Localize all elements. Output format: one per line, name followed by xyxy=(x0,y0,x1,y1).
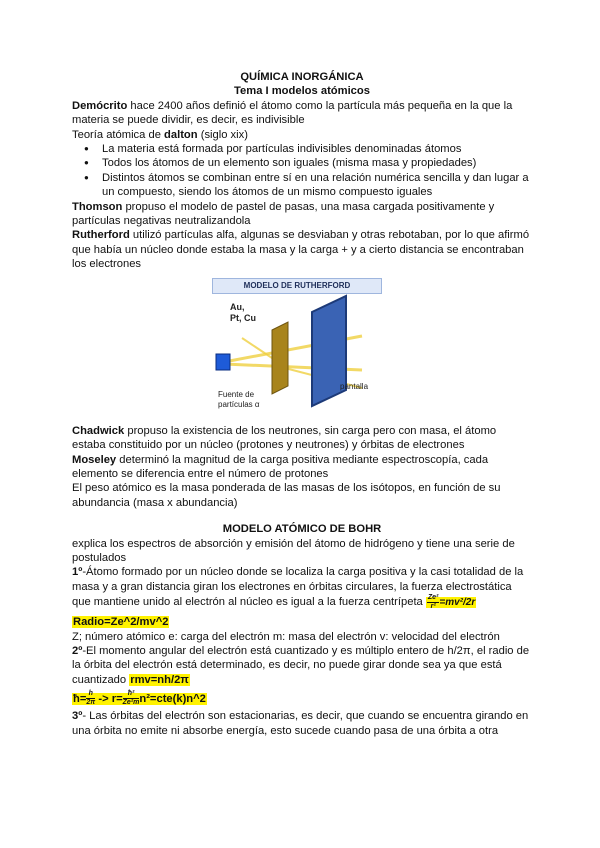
rutherford-paragraph: Rutherford utilizó partículas alfa, algunas se desviaban y otras rebotaban, por lo que afirmó que había un núcleo donde estaba la masa y la carga + y a cierto distancia se encontraban los electrones xyxy=(72,229,530,271)
democrito-name: Demócrito xyxy=(72,99,128,112)
page-subtitle: Tema I modelos atómicos xyxy=(234,85,370,98)
dalton-intro: Teoría atómica de dalton (siglo xix) xyxy=(72,128,248,141)
figure-title: MODELO DE RUTHERFORD xyxy=(212,278,382,294)
source-label: Fuente de partículas α xyxy=(218,389,260,409)
page-title: QUÍMICA INORGÁNICA xyxy=(240,71,364,83)
democrito-paragraph: Demócrito hace 2400 años definió el átomo como la partícula más pequeña en la que la materia se puede dividir, es decir, es indivisible xyxy=(72,99,513,127)
thomson-paragraph: Thomson propuso el modelo de pastel de pasas, una masa cargada positivamente y partículas negativas neutralizandola xyxy=(72,200,495,228)
hbar-formula: ħ= $\frac{h}{2\pi}$ -> r= $\frac{\text{ħ²}}{\text{Ze²m}}$ n²=cte(k)n^2 xyxy=(73,690,206,707)
bohr-intro: explica los espectros de absorción y emisión del átomo de hidrógeno y tiene una serie de postulados xyxy=(72,537,515,564)
dalton-list xyxy=(72,142,532,200)
postulate-3: 3º- Las órbitas del electrón son estacionarias, es decir, que cuando se encuentra girando en una órbita no emite ni absorbe energía, esto sucede cuando pasa de una órbita a otra xyxy=(72,710,529,737)
bohr-legend: Z; número atómico e: carga del electrón m: masa del electrón v: velocidad del electrón xyxy=(72,630,500,643)
bohr-title: MODELO ATÓMICO DE BOHR xyxy=(222,523,382,536)
chadwick-paragraph: Chadwick propuso la existencia de los neutrones, sin carga pero con masa, el átomo estaba constituido por un núcleo (protones y neutrones) y órbitas de electrones xyxy=(72,424,497,452)
rutherford-figure xyxy=(212,278,382,418)
radio-formula: Radio=Ze^2/mv^2 xyxy=(73,616,169,629)
list-item: ● La materia está formada por partículas indivisibles denominadas átomos xyxy=(102,142,532,156)
postulate-2: 2º-El momento angular del electrón está cuantizado y es múltiplo entero de h/2π, el radio de la órbita del electrón está determinado, es decir, no puede girar donde sea ya que está cuantizado rmv=nh/2π xyxy=(72,644,530,686)
moseley-paragraph: Moseley determinó la magnitud de la carga positiva mediante espectroscopía, cada elemento se diferencia entre el número de protones xyxy=(72,453,489,480)
atomic-weight-paragraph: El peso atómico es la masa ponderada de las masas de los isótopos, en función de su abundancia (masa x abundancia) xyxy=(72,482,501,509)
postulate-1: 1º-Átomo formado por un núcleo donde se localiza la carga positiva y la casi totalidad de la masa y a gran distancia giran los electrones en órbitas circulares, la fuerza electrostática que mantiene unido al electrón al núcleo es igual a la fuerza centrípeta $\frac{\text{Ze²}}{\text{r²}}$ =mv²/2r xyxy=(72,566,524,611)
gold-foil xyxy=(272,322,288,394)
screen-label: pantalla xyxy=(340,381,369,391)
document-page xyxy=(72,70,532,738)
list-item: ● Todos los átomos de un elemento son iguales (misma masa y propiedades) xyxy=(102,156,532,170)
alpha-source xyxy=(216,354,230,370)
list-item: ● Distintos átomos se combinan entre sí en una relación numérica sencilla y dan lugar a un compuesto, siendo los átomos de un mismo compuesto iguales xyxy=(102,171,532,200)
angular-momentum-formula: rmv=nh/2π xyxy=(130,673,189,686)
centripetal-formula: $\frac{\text{Ze²}}{\text{r²}}$ =mv²/2r xyxy=(427,594,476,611)
metals-label: Au, Pt, Cu xyxy=(230,301,256,323)
